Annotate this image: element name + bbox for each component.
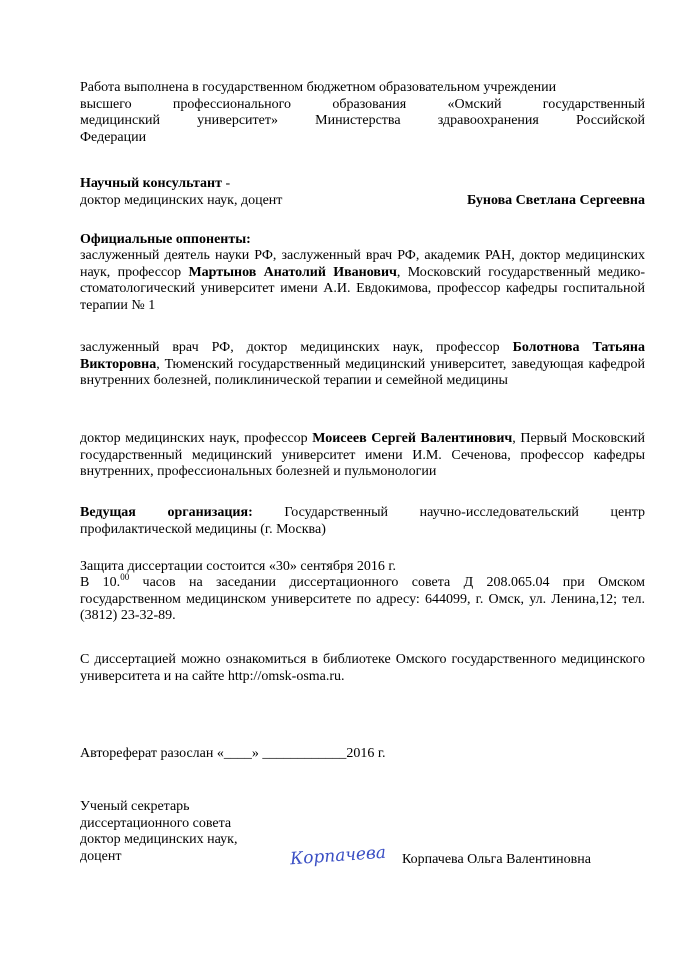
opponent-3-post: , Первый Московский государственный медицинский университет имени И.М. Сеченова, профессор кафедры внутренних, профессиональных болезней и пульмонологии — [80, 431, 645, 479]
opponent-2-pre: заслуженный врач РФ, доктор медицинских наук, профессор — [80, 340, 513, 355]
intro-line-4: Федерации — [80, 129, 147, 145]
handwritten-signature — [288, 841, 404, 871]
intro-line-3 — [80, 113, 645, 130]
secretary-name: Корпачева Ольга Валентиновна — [402, 852, 591, 867]
consultant-row — [80, 193, 645, 210]
intro-word: Российской — [575, 113, 645, 128]
opponent-3-paragraph — [80, 431, 645, 481]
defense-time-minutes: 00 — [120, 572, 130, 582]
secretary-title-line-4: доцент — [80, 848, 122, 864]
library-paragraph: С диссертацией можно ознакомиться в библиотеке Омского государственного медицинского университета и на сайте http://omsk-osma.ru. — [80, 652, 645, 684]
opponent-2-post: , Тюменский государственный медицинский университет, заведующая кафедрой внутренних болезней, поликлинической терапии и семейной медицины — [80, 356, 645, 388]
leading-org-label: Ведущая организация: — [80, 505, 253, 520]
consultant-section — [80, 176, 645, 209]
opponent-3-pre: доктор медицинских наук, профессор — [80, 431, 313, 446]
intro-paragraph — [80, 80, 645, 146]
opponent-1-post: , Московский государственный медико-стоматологический университет имени А.И. Евдокимова, профессор кафедры госпитальной терапии № 1 — [80, 264, 646, 313]
secretary-title-line-3: доктор медицинских наук, — [80, 832, 238, 847]
abstract-sent-line: Автореферат разослан «____» ____________2016 г. — [80, 746, 386, 761]
consultant-heading-line — [80, 176, 645, 193]
leading-org-text: Государственный научно-исследовательский центр профилактической медицины (г. Москва) — [80, 505, 645, 537]
opponent-1-name: Мартынов Анатолий Иванович — [188, 264, 397, 280]
intro-word: «Омский — [447, 96, 502, 112]
opponent-3-name: Моисеев Сергей Валентинович — [312, 431, 513, 446]
intro-word: государственный — [542, 96, 645, 112]
intro-word: университет» — [197, 113, 278, 128]
secretary-title-line-1: Ученый секретарь — [80, 799, 190, 814]
consultant-degree: доктор медицинских наук, доцент — [80, 192, 283, 208]
defense-time-pre: В 10. — [80, 575, 121, 590]
leading-org-paragraph — [80, 505, 645, 538]
opponents-heading: Официальные оппоненты: — [80, 232, 251, 247]
intro-word: медицинский — [80, 113, 160, 128]
defense-details — [80, 572, 645, 625]
intro-word: профессионального — [172, 96, 292, 112]
intro-word: Министерства — [315, 113, 401, 128]
defense-date: Защита диссертации состоится «30» сентября 2016 г. — [80, 559, 397, 574]
intro-word: здравоохранения — [437, 113, 539, 128]
intro-word: высшего — [80, 96, 132, 112]
defense-time-post: часов на заседании диссертационного совета Д 208.065.04 при Омском государственном медицинском университете по адресу: 644099, г. Омск, ул. Ленина,12; тел. (3812) 23-32-89. — [80, 575, 645, 623]
consultant-heading-dash: - — [221, 176, 231, 191]
signature-scribble: Корпачева — [289, 842, 387, 870]
consultant-heading: Научный консультант — [80, 176, 222, 191]
opponent-1-pre: заслуженный деятель науки РФ, заслуженный врач РФ, академик РАН, доктор медицинских наук, профессор — [80, 248, 645, 280]
opponent-1-paragraph — [80, 248, 645, 314]
consultant-name: Бунова Светлана Сергеевна — [466, 192, 645, 208]
secretary-title-line-2: диссертационного совета — [80, 815, 232, 831]
intro-word: образования — [332, 96, 407, 112]
opponent-2-name: Болотнова Татьяна Викторовна — [80, 340, 645, 372]
opponent-2-paragraph — [80, 340, 645, 390]
intro-line-2 — [80, 97, 645, 114]
intro-line-1: Работа выполнена в государственном бюджетном образовательном учреждении — [80, 80, 557, 95]
